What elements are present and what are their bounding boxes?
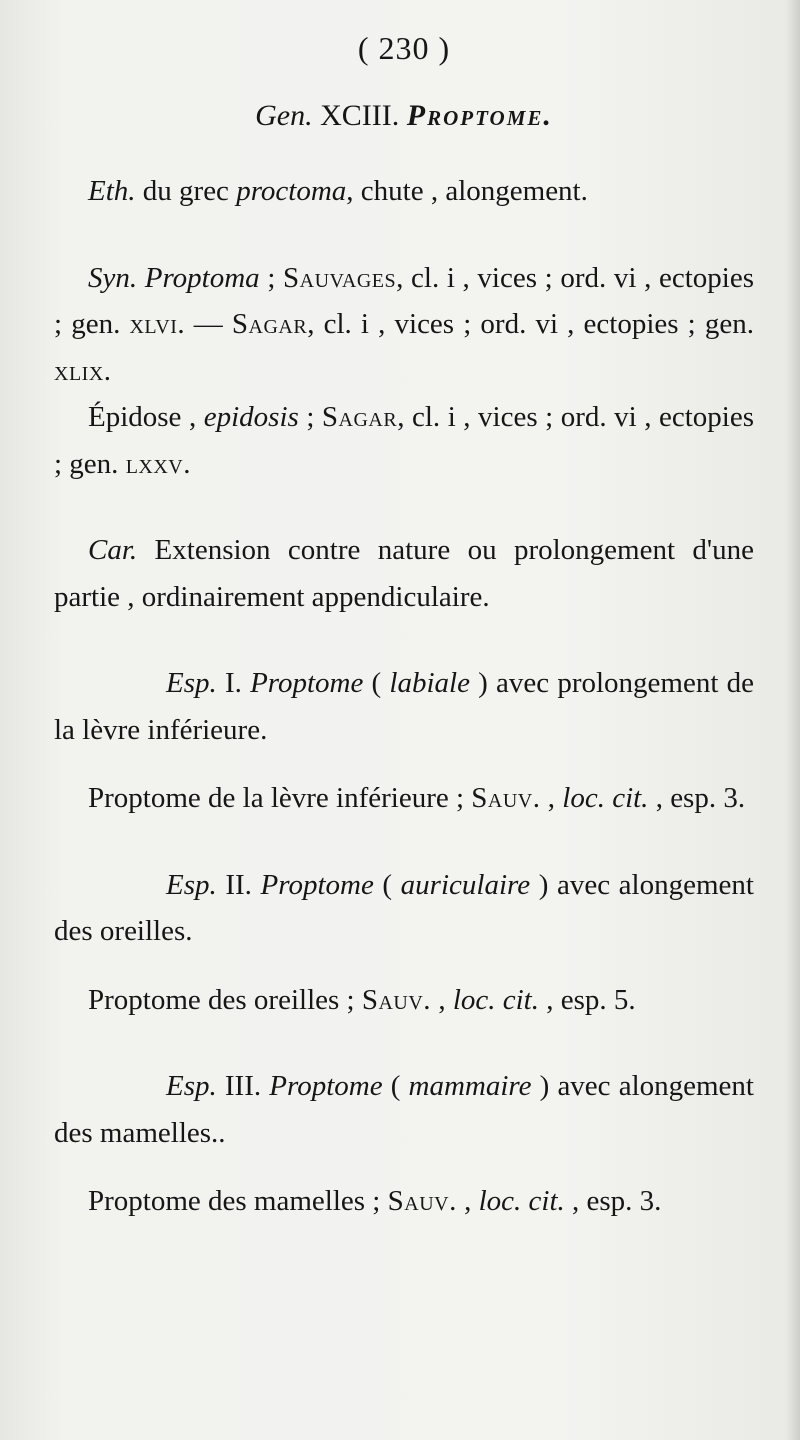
synonymy-label: Syn. — [88, 261, 138, 294]
species-3-label: Esp. — [166, 1070, 217, 1102]
author-sauvages: Sauvages — [283, 261, 397, 294]
species-3-loc: loc. cit. — [478, 1185, 565, 1217]
species-1-open: ( — [363, 667, 390, 699]
species-3-sep: , — [456, 1185, 479, 1217]
species-1-esp: , esp. 3. — [648, 782, 746, 814]
epidose-end: . — [183, 447, 191, 480]
species-1-syn-text: Proptome de la lèvre inférieure ; — [88, 782, 472, 814]
species-3-qualifier: mammaire — [408, 1070, 532, 1102]
etymology-paragraph — [54, 168, 754, 215]
species-1-sep: , — [540, 782, 563, 814]
species-3-open: ( — [382, 1070, 409, 1102]
epidose-term: Épidose — [88, 401, 182, 433]
genus-ref-b: xlix — [54, 354, 104, 387]
epidose-text: , cl. i , vices ; ord. vi , ectopies ; gen. — [54, 401, 755, 480]
genus-label: Gen. — [255, 99, 313, 132]
page-number: ( 230 ) — [357, 30, 451, 66]
synonymy-sep: ; — [259, 261, 284, 294]
character-text: Extension contre nature ou prolongement d'une partie , ordinairement appendiculaire. — [54, 534, 754, 613]
species-3-author: Sauv. — [387, 1185, 457, 1217]
species-1-loc: loc. cit. — [562, 782, 649, 814]
epidose-latin: epidosis — [203, 401, 299, 433]
epidose-author-sagar: Sagar — [321, 401, 398, 433]
species-1-label: Esp. — [166, 667, 217, 699]
species-2-esp: , esp. 5. — [538, 983, 636, 1016]
species-3-syn-text: Proptome des mamelles ; — [88, 1185, 388, 1217]
synonymy-text-b: , cl. i , vices ; ord. vi , ectopies ; gen. — [307, 308, 754, 340]
species-2-close: ) — [530, 868, 557, 901]
epidose-paragraph — [54, 394, 754, 487]
synonymy-dash: . — — [177, 308, 232, 340]
species-1-number: I. — [216, 667, 251, 699]
species-1-name: Proptome — [250, 667, 364, 699]
species-3-heading — [54, 1063, 754, 1156]
species-1-qualifier: labiale — [389, 667, 470, 699]
species-1-desc: avec prolongement de la lèvre inférieure. — [54, 667, 754, 746]
etymology-text-b: , chute , alongement. — [346, 175, 588, 207]
species-1-synonym — [54, 775, 754, 822]
species-2-sep: , — [431, 983, 453, 1016]
epidose-genus-ref: lxxv — [125, 447, 184, 480]
species-3-desc: avec alongement des mamelles.. — [54, 1070, 754, 1149]
author-sagar: Sagar — [231, 308, 308, 340]
species-3-name: Proptome — [269, 1070, 383, 1102]
species-1-author: Sauv. — [471, 782, 541, 814]
synonymy-end: . — [103, 354, 112, 387]
etymology-label: Eth. — [88, 175, 136, 207]
species-3-number: III. — [216, 1070, 270, 1102]
species-3-close: ) — [531, 1070, 558, 1102]
genus-heading — [54, 96, 754, 136]
etymology-word: proctoma — [236, 175, 347, 207]
genus-ref-a: xlvi — [129, 308, 178, 340]
species-1-heading — [54, 660, 754, 753]
epidose-sep-a: , — [181, 401, 204, 433]
species-2-syn-text: Proptome des oreilles ; — [88, 983, 362, 1016]
synonymy-paragraph — [54, 255, 754, 395]
synonymy-term: Proptoma — [137, 261, 260, 294]
species-2-heading — [54, 862, 754, 955]
species-1-close: ) — [469, 667, 497, 699]
species-2-desc: avec alongement des oreilles. — [54, 868, 754, 947]
etymology-text-a: du grec — [135, 175, 237, 207]
species-2-label: Esp. — [166, 868, 217, 901]
species-2-number: II. — [216, 868, 261, 901]
species-2-loc: loc. cit. — [452, 983, 539, 1016]
genus-name: Proptome. — [406, 99, 553, 132]
species-3-synonym — [54, 1178, 754, 1225]
character-paragraph — [54, 527, 754, 620]
species-2-synonym — [54, 977, 754, 1024]
species-2-open: ( — [373, 868, 401, 901]
epidose-sep-b: ; — [298, 401, 322, 433]
species-2-author: Sauv. — [361, 983, 432, 1016]
species-3-esp: , esp. 3. — [564, 1185, 662, 1217]
species-2-name: Proptome — [260, 868, 374, 901]
character-label: Car. — [88, 534, 138, 566]
synonymy-text-a: , cl. i , vices ; ord. vi , ectopies ; gen. — [54, 261, 754, 340]
genus-number: XCIII. — [320, 99, 400, 132]
species-2-qualifier: auriculaire — [400, 868, 531, 901]
